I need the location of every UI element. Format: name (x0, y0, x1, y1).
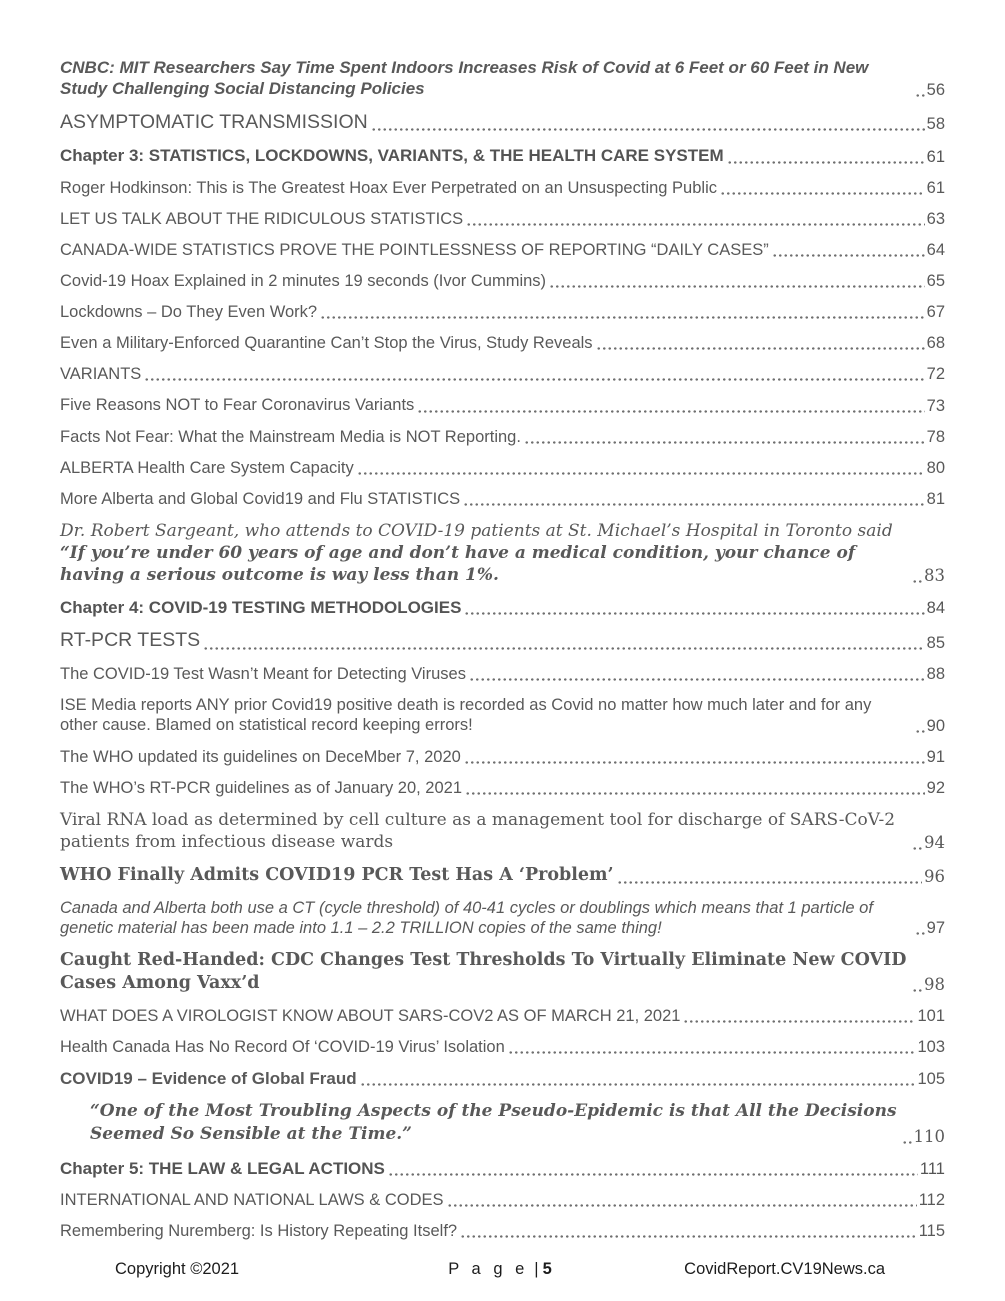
toc-entry-title (60, 520, 909, 586)
dot-leader (902, 1139, 912, 1144)
dot-leader (772, 252, 925, 257)
footer-page-separator: | (534, 1260, 539, 1278)
table-of-contents (60, 57, 945, 1252)
toc-entry-title: Covid-19 Hoax Explained in 2 minutes 19 seconds (Ivor Cummins) (60, 271, 547, 290)
toc-entry-title: ALBERTA Health Care System Capacity (60, 458, 354, 477)
dot-leader (357, 470, 925, 475)
toc-entry-page: 97 (926, 919, 945, 938)
toc-entry-chapter[interactable] (60, 1158, 945, 1179)
dot-leader (144, 376, 924, 381)
toc-entry[interactable] (60, 364, 945, 384)
toc-entry[interactable] (60, 1190, 945, 1210)
toc-entry-quote[interactable] (60, 1100, 945, 1147)
footer-page-number: 5 (542, 1260, 552, 1278)
toc-entry[interactable] (60, 629, 945, 653)
toc-entry-page: 94 (924, 833, 945, 853)
dot-leader (388, 1171, 918, 1176)
toc-entry-page: 61 (926, 178, 945, 197)
toc-entry-page: 68 (926, 334, 945, 353)
toc-entry-page: 65 (926, 272, 945, 291)
toc-entry-title: INTERNATIONAL AND NATIONAL LAWS & CODES (60, 1191, 444, 1210)
toc-entry-page: 84 (926, 599, 945, 618)
toc-entry[interactable] (60, 778, 945, 798)
toc-entry-page: 85 (926, 634, 945, 653)
dot-leader (371, 126, 925, 131)
toc-entry[interactable] (60, 664, 945, 684)
dot-leader (549, 283, 925, 288)
toc-entry-title: ASYMPTOMATIC TRANSMISSION (60, 110, 368, 133)
toc-entry-page: 64 (926, 240, 945, 259)
toc-entry[interactable] (60, 695, 945, 735)
toc-entry-page: 112 (918, 1191, 945, 1210)
toc-entry-page: 83 (924, 566, 945, 586)
quote-attribution: Dr. Robert Sargeant, who attends to COVID-19 patients at St. Michael’s Hospital in Toronto said (60, 520, 893, 541)
toc-entry-title: “One of the Most Troubling Aspects of the Pseudo-Epidemic is that All the Decisions Seemed So Sensible at the Time.” (90, 1101, 897, 1145)
toc-entry-page: 72 (926, 365, 945, 384)
toc-entry[interactable] (60, 898, 945, 938)
toc-entry-quote[interactable] (60, 520, 945, 586)
toc-entry-title: Even a Military-Enforced Quarantine Can’t Stop the Virus, Study Reveals (60, 334, 593, 353)
toc-entry-page: 80 (926, 458, 945, 477)
toc-entry-page: 91 (926, 747, 945, 766)
toc-entry-page: 67 (926, 303, 945, 322)
quote-text: “If you’re under 60 years of age and don’t have a medical condition, your chance of having a serious outcome is way less than 1%. (60, 543, 856, 586)
dot-leader (469, 676, 925, 681)
toc-entry[interactable] (60, 178, 945, 198)
toc-entry-title: Chapter 4: COVID-19 TESTING METHODOLOGIES (60, 598, 462, 618)
toc-entry-title: Canada and Alberta both use a CT (cycle threshold) of 40-41 cycles or doublings which means that 1 particle of genetic material has been made into 1.1 – 2.2 TRILLION copies of the same thing! (60, 898, 873, 937)
toc-entry-title: Remembering Nuremberg: Is History Repeating Itself? (60, 1222, 458, 1241)
toc-entry[interactable] (60, 458, 945, 478)
dot-leader (447, 1202, 917, 1207)
toc-entry-page: 103 (917, 1037, 945, 1056)
toc-entry-page: 63 (926, 209, 945, 228)
toc-entry-page: 81 (926, 489, 945, 508)
dot-leader (720, 190, 925, 195)
dot-leader (360, 1081, 916, 1086)
toc-entry-title: COVID19 – Evidence of Global Fraud (60, 1068, 357, 1088)
toc-entry[interactable] (60, 333, 945, 353)
toc-entry-title: More Alberta and Global Covid19 and Flu STATISTICS (60, 489, 461, 508)
toc-entry[interactable] (60, 809, 945, 853)
footer-page-word: P a g e (448, 1260, 529, 1278)
toc-entry-title: RT-PCR TESTS (60, 629, 201, 652)
toc-entry-title: Lockdowns – Do They Even Work? (60, 303, 318, 322)
toc-entry-page: 56 (926, 80, 945, 99)
toc-entry-page: 101 (917, 1006, 945, 1025)
toc-entry-title: Chapter 3: STATISTICS, LOCKDOWNS, VARIANTS, & THE HEALTH CARE SYSTEM (60, 146, 724, 166)
dot-leader (915, 930, 925, 935)
toc-entry-title: Five Reasons NOT to Fear Coronavirus Variants (60, 396, 415, 415)
toc-entry[interactable] (60, 57, 945, 100)
dot-leader (417, 408, 924, 413)
toc-entry-title: WHAT DOES A VIROLOGIST KNOW ABOUT SARS-COV2 AS OF MARCH 21, 2021 (60, 1006, 681, 1025)
toc-entry-title: The WHO’s RT-PCR guidelines as of January 20, 2021 (60, 778, 463, 797)
toc-entry[interactable] (60, 1006, 945, 1026)
toc-entry-title: Caught Red-Handed: CDC Changes Test Thresholds To Virtually Eliminate New COVID Cases Among Vaxx’d (60, 950, 907, 993)
toc-entry-title: ISE Media reports ANY prior Covid19 positive death is recorded as Covid no matter how much later and for any other cause. Blamed on statistical record keeping errors! (60, 696, 872, 735)
toc-entry-title: The WHO updated its guidelines on DeceMber 7, 2020 (60, 747, 461, 766)
toc-entry[interactable] (60, 949, 945, 995)
toc-entry-chapter[interactable] (60, 145, 945, 166)
dot-leader (596, 345, 925, 350)
toc-entry-chapter[interactable] (60, 597, 945, 618)
dot-leader (683, 1018, 915, 1023)
toc-entry-title: Viral RNA load as determined by cell culture as a management tool for discharge of SARS-CoV-2 patients from infectious disease wards (60, 809, 896, 852)
dot-leader (524, 439, 925, 444)
toc-entry[interactable] (60, 427, 945, 447)
toc-entry[interactable] (60, 111, 945, 135)
dot-leader (912, 845, 922, 850)
toc-entry[interactable] (60, 747, 945, 767)
dot-leader (727, 159, 925, 164)
dot-leader (460, 1233, 917, 1238)
dot-leader (203, 645, 925, 650)
toc-entry-title: LET US TALK ABOUT THE RIDICULOUS STATISTICS (60, 209, 464, 228)
toc-entry[interactable] (60, 1037, 945, 1057)
footer-copyright: Copyright ©2021 (115, 1260, 240, 1278)
toc-entry-page: 98 (924, 974, 945, 994)
toc-entry[interactable] (60, 864, 945, 887)
toc-entry-title: Facts Not Fear: What the Mainstream Media is NOT Reporting. (60, 427, 521, 446)
dot-leader (465, 790, 925, 795)
toc-entry-page: 96 (924, 866, 945, 886)
toc-entry-page: 88 (926, 665, 945, 684)
toc-entry-page: 73 (926, 396, 945, 415)
toc-entry-title: CNBC: MIT Researchers Say Time Spent Indoors Increases Risk of Covid at 6 Feet or 60 Feet in New Study Challenging Social Distancing Policies (60, 58, 869, 99)
toc-entry-page: 111 (919, 1160, 945, 1179)
toc-entry-title: CANADA-WIDE STATISTICS PROVE THE POINTLESSNESS OF REPORTING “DAILY CASES” (60, 240, 769, 259)
toc-entry-page: 61 (926, 147, 945, 166)
toc-entry[interactable] (60, 489, 945, 509)
page-footer (0, 1260, 1005, 1279)
toc-entry-title: WHO Finally Admits COVID19 PCR Test Has A ‘Problem’ (60, 865, 614, 886)
toc-entry[interactable] (60, 240, 945, 260)
toc-entry-page: 110 (913, 1126, 945, 1146)
dot-leader (915, 92, 925, 97)
toc-entry-title: Health Canada Has No Record Of ‘COVID-19 Virus’ Isolation (60, 1037, 505, 1056)
toc-entry-title: Chapter 5: THE LAW & LEGAL ACTIONS (60, 1158, 385, 1178)
toc-entry-title: VARIANTS (60, 365, 142, 384)
dot-leader (508, 1049, 916, 1054)
dot-leader (466, 221, 925, 226)
dot-leader (912, 987, 922, 992)
toc-entry-page: 92 (926, 778, 945, 797)
dot-leader (617, 879, 922, 884)
toc-entry[interactable] (60, 302, 945, 322)
toc-entry-title: Roger Hodkinson: This is The Greatest Hoax Ever Perpetrated on an Unsuspecting Public (60, 178, 717, 197)
toc-entry-page: 105 (917, 1070, 945, 1089)
dot-leader (464, 610, 924, 615)
dot-leader (912, 578, 922, 583)
toc-entry[interactable] (60, 395, 945, 415)
toc-entry[interactable] (60, 1221, 945, 1241)
dot-leader (320, 314, 925, 319)
dot-leader (915, 728, 925, 733)
dot-leader (464, 759, 925, 764)
toc-entry-title: The COVID-19 Test Wasn’t Meant for Detecting Viruses (60, 665, 466, 684)
footer-page-indicator (448, 1260, 551, 1279)
dot-leader (463, 501, 924, 506)
toc-entry-page: 115 (918, 1222, 945, 1241)
toc-entry-page: 78 (926, 427, 945, 446)
toc-entry[interactable] (60, 1068, 945, 1089)
toc-entry-page: 58 (926, 115, 945, 134)
footer-website: CovidReport.CV19News.ca (684, 1260, 886, 1278)
toc-entry[interactable] (60, 209, 945, 229)
toc-entry-page: 90 (926, 716, 945, 735)
toc-entry[interactable] (60, 271, 945, 291)
